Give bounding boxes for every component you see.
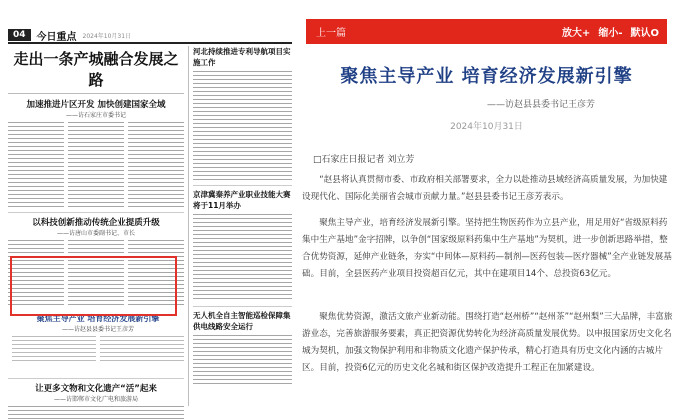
- story-text-block: [100, 336, 184, 362]
- zoom-out-button[interactable]: 缩小-: [598, 28, 623, 39]
- story-sub-2: ——访唐山市委副书记、市长: [56, 230, 135, 237]
- story-title-2: 以科技创新推动传统企业提质升级: [32, 218, 160, 228]
- story-text-block: [193, 214, 292, 302]
- section-name: 今日重点: [36, 31, 77, 43]
- right-title-2: 京津冀秦养产业职业技能大赛将于11月举办: [193, 190, 291, 210]
- article-paragraph: 聚焦主导产业，培育经济发展新引擎。坚持把生物医药作为立县产业，用足用好“省级原料药集中生产基地”金字招牌，以争创“国家级原料药集中生产基地”为契机，进一步创新思路举措，整合优势资源，延伸产业链条，夯实“中间体—原料药—制剂—医药包装—医疗器械”全产业链发展基础。目前，全县医药产业项目投资超百亿元，其中在建项目14个、总投资63亿元。: [302, 218, 672, 279]
- story-title-1: 加速推进片区开发 加快创建国家全域: [26, 100, 166, 110]
- right-story-2[interactable]: [193, 185, 292, 302]
- default-size-button[interactable]: 默认O: [630, 28, 659, 39]
- newspaper-page-thumbnail[interactable]: [0, 0, 297, 413]
- article-paragraph: “赵县将认真贯彻市委、市政府相关部署要求，全力以赴推动县域经济高质量发展，为加快建设现代化、国际化美丽省会城市贡献力量。”赵县县委书记王彦芳表示。: [302, 175, 668, 202]
- article-date: 2024年10月31日: [450, 122, 523, 132]
- story-block-3-selected[interactable]: [8, 310, 184, 372]
- selected-story-highlight[interactable]: [10, 256, 177, 316]
- article-byline: □石家庄日报记者 刘立芳: [313, 155, 415, 165]
- story-sub-1: ——访石家庄市委书记: [65, 112, 126, 119]
- right-story-1[interactable]: [193, 46, 292, 181]
- story-sub-3: ——访赵县县委书记王彦芳: [61, 326, 134, 333]
- article-paragraph: 聚焦优势资源，激活文旅产业新动能。围绕打造“赵州桥”“赵州茶”“赵州梨”三大品牌，丰富旅游业态，完善旅游服务要素，真正把资源优势转化为经济高质量发展优势。以申报国家历史文化名城为契机，加强文物保护利用和非物质文化遗产保护传承，精心打造具有历史文化内涵的古城片区。目前，投资6亿元的历史文化名城和街区保护改造提升工程正在加紧建设。: [302, 312, 673, 373]
- previous-article-link[interactable]: 上一篇: [316, 28, 346, 39]
- story-title-4: 让更多文物和文化遗产“活”起来: [35, 384, 157, 394]
- story-text-block: [8, 122, 64, 208]
- article-subtitle: ——访赵县县委书记王彦芳: [486, 100, 595, 110]
- right-title-3: 无人机全自主智能巡检保障集供电线路安全运行: [193, 311, 291, 331]
- masthead-rule: [8, 42, 292, 44]
- story-text-block: [193, 71, 292, 181]
- story-block-4[interactable]: [8, 378, 184, 420]
- story-text-block: [8, 406, 184, 420]
- right-title-1: 河北持续推进专利导航项目实施工作: [193, 47, 291, 67]
- story-text-block: [193, 335, 292, 385]
- story-text-block: [12, 336, 96, 362]
- story-text-block: [128, 122, 184, 208]
- main-headline: 走出一条产城融合发展之路: [8, 48, 184, 94]
- right-story-3[interactable]: [193, 306, 292, 385]
- article-toolbar: [306, 19, 667, 44]
- newspaper-right-column: [188, 46, 292, 406]
- newspaper-left-column: [8, 46, 184, 406]
- edition-date: 2024年10月31日: [82, 32, 132, 40]
- page-number: 04: [8, 29, 31, 41]
- story-text-block: [68, 122, 124, 208]
- article-panel: [296, 0, 677, 413]
- story-block-1[interactable]: [8, 98, 184, 208]
- zoom-in-button[interactable]: 放大+: [561, 28, 591, 39]
- story-sub-4: ——访邯郸市文化广电和旅游局: [53, 396, 138, 403]
- story-title-3: 聚焦主导产业 培育经济发展新引擎: [36, 314, 160, 323]
- article-title: 聚焦主导产业 培育经济发展新引擎: [340, 66, 633, 87]
- newspaper-masthead: [8, 27, 292, 43]
